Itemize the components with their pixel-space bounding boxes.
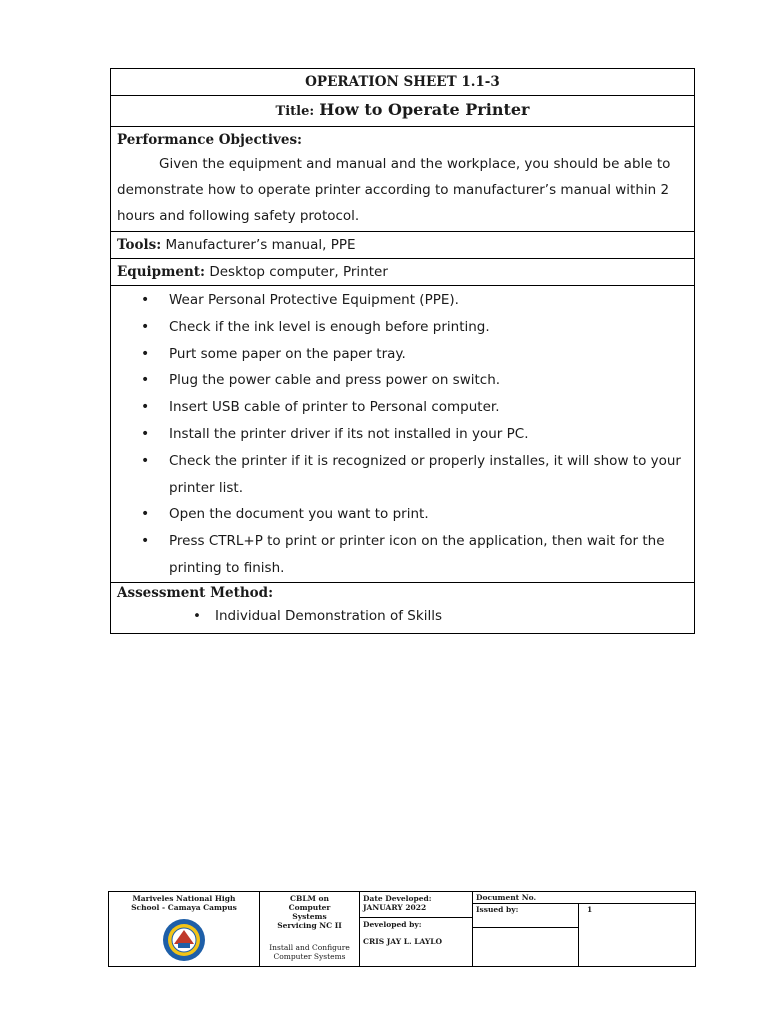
list-item: • Press CTRL+P to print or printer icon on the application, then wait for the printing to finish. bbox=[169, 528, 688, 582]
objectives-section bbox=[111, 127, 695, 232]
list-item: • Open the document you want to print. bbox=[169, 501, 688, 528]
developed-label: Developed by: bbox=[363, 920, 422, 929]
list-item: • Install the printer driver if its not installed in your PC. bbox=[169, 421, 688, 448]
school-name-line1: Mariveles National High bbox=[132, 894, 236, 903]
steps-list bbox=[117, 287, 688, 582]
page-number: 1 bbox=[587, 905, 593, 914]
cblm-line3: Systems bbox=[292, 912, 327, 921]
operation-sheet-table bbox=[110, 68, 695, 634]
module-line2: Computer Systems bbox=[273, 952, 346, 961]
issued-label: Issued by: bbox=[473, 904, 578, 928]
footer-document-info bbox=[473, 892, 696, 967]
footer-development bbox=[360, 892, 473, 967]
date-value: JANUARY 2022 bbox=[363, 903, 427, 912]
school-name-line2: School - Camaya Campus bbox=[131, 903, 237, 912]
list-item: • Check the printer if it is recognized or properly installes, it will show to your printer list. bbox=[169, 448, 688, 502]
title-label: Title: bbox=[275, 104, 315, 119]
tools-value: Manufacturer’s manual, PPE bbox=[165, 237, 356, 253]
objectives-text: Given the equipment and manual and the workplace, you should be able to demonstrate how to operate printer according to manufacturer’s manual within 2 hours and following safety protocol. bbox=[117, 156, 671, 224]
tools-label: Tools: bbox=[117, 237, 162, 253]
equipment-value: Desktop computer, Printer bbox=[209, 264, 388, 280]
tools-row bbox=[111, 232, 695, 259]
footer-cblm bbox=[260, 892, 360, 967]
cblm-line1: CBLM on bbox=[290, 894, 329, 903]
list-item: • Purt some paper on the paper tray. bbox=[169, 341, 688, 368]
objectives-label: Performance Objectives: bbox=[117, 132, 303, 148]
list-item: • Individual Demonstration of Skills bbox=[215, 603, 688, 629]
list-item: • Plug the power cable and press power on switch. bbox=[169, 367, 688, 394]
list-item: • Check if the ink level is enough before printing. bbox=[169, 314, 688, 341]
list-item: • Wear Personal Protective Equipment (PPE). bbox=[169, 287, 688, 314]
sheet-header: OPERATION SHEET 1.1-3 bbox=[111, 69, 695, 96]
developer-name: CRIS JAY L. LAYLO bbox=[363, 937, 443, 946]
equipment-label: Equipment: bbox=[117, 264, 206, 280]
assessment-section bbox=[111, 582, 695, 633]
assessment-label: Assessment Method: bbox=[117, 584, 274, 601]
cblm-line4: Servicing NC II bbox=[277, 921, 342, 930]
assessment-list bbox=[117, 603, 688, 629]
cblm-line2: Computer bbox=[288, 903, 331, 912]
document-footer bbox=[108, 891, 696, 967]
school-seal-icon bbox=[162, 918, 206, 962]
equipment-row bbox=[111, 259, 695, 286]
page-title: How to Operate Printer bbox=[319, 100, 530, 119]
docno-label: Document No. bbox=[473, 892, 695, 904]
date-label: Date Developed: bbox=[363, 894, 432, 903]
list-item: • Insert USB cable of printer to Personal computer. bbox=[169, 394, 688, 421]
footer-school bbox=[109, 892, 260, 967]
title-row bbox=[111, 96, 695, 127]
module-line1: Install and Configure bbox=[269, 943, 350, 952]
steps-section bbox=[111, 286, 695, 583]
